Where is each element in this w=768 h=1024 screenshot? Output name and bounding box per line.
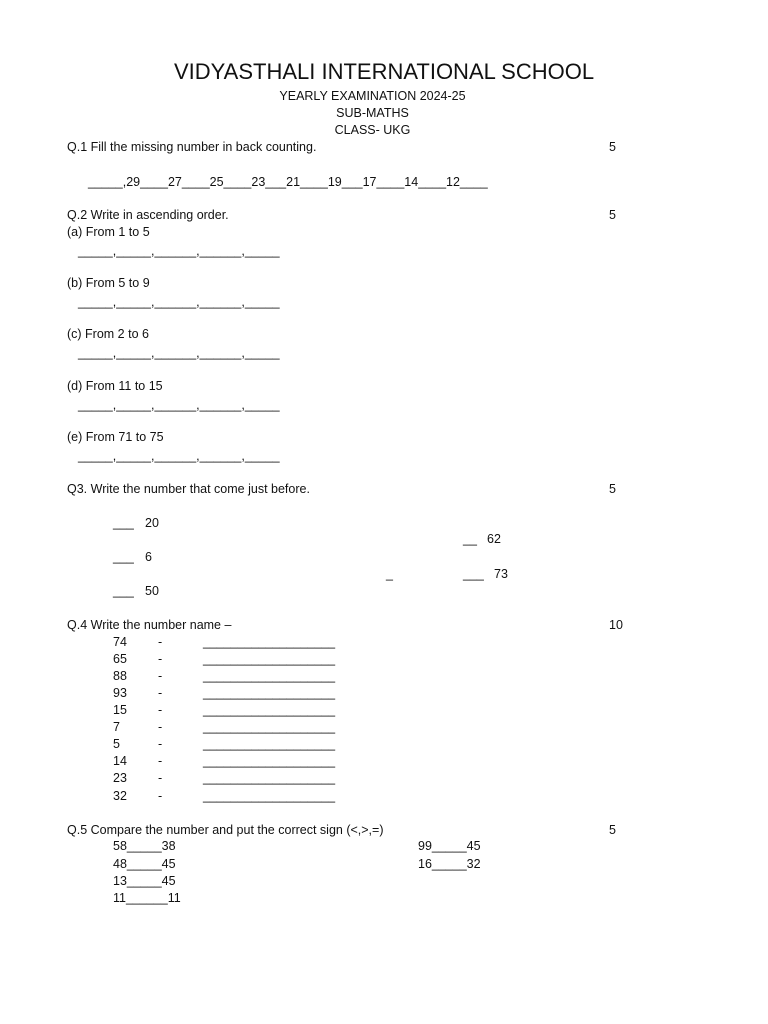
q4-dash: -: [158, 652, 163, 666]
q4-answer-line: ___________________: [203, 771, 336, 785]
q4-number: 88: [113, 669, 127, 683]
q2-answer-line: _____,_____,______,______,_____: [78, 449, 280, 463]
exam-title: YEARLY EXAMINATION 2024-25: [279, 89, 466, 103]
q4-dash: -: [158, 737, 163, 751]
q4-number: 15: [113, 703, 127, 717]
q3-stray-mark: _: [386, 567, 393, 581]
q5-compare-item: 11______11: [113, 891, 181, 905]
q4-answer-line: ___________________: [203, 669, 336, 683]
q3-number: 50: [145, 584, 159, 598]
class-label: CLASS- UKG: [334, 123, 411, 137]
q2-question: Q.2 Write in ascending order.: [67, 208, 229, 222]
q4-answer-line: ___________________: [203, 686, 336, 700]
q2-answer-line: _____,_____,______,______,_____: [78, 295, 280, 309]
q2-part-label: (e) From 71 to 75: [67, 430, 164, 444]
q3-question: Q3. Write the number that come just before.: [67, 482, 310, 496]
q5-compare-item: 16_____32: [418, 857, 481, 871]
q4-question: Q.4 Write the number name –: [67, 618, 232, 632]
q4-answer-line: ___________________: [203, 703, 336, 717]
q4-dash: -: [158, 635, 163, 649]
q2-answer-line: _____,_____,______,______,_____: [78, 346, 280, 360]
q2-part-label: (b) From 5 to 9: [67, 276, 150, 290]
q3-number: 73: [494, 567, 508, 581]
q4-dash: -: [158, 720, 163, 734]
q2-part-label: (a) From 1 to 5: [67, 225, 150, 239]
q3-blank: ___: [113, 550, 134, 564]
q4-dash: -: [158, 754, 163, 768]
q4-dash: -: [158, 771, 163, 785]
q5-compare-item: 58_____38: [113, 839, 176, 853]
q4-number: 74: [113, 635, 127, 649]
q3-number: 6: [145, 550, 152, 564]
q4-number: 93: [113, 686, 127, 700]
q4-number: 14: [113, 754, 127, 768]
q1-sequence: _____,29____27____25____23___21____19___17____14____12____: [88, 175, 488, 189]
q4-number: 32: [113, 789, 127, 803]
q4-answer-line: ___________________: [203, 652, 336, 666]
q2-answer-line: _____,_____,______,______,_____: [78, 244, 280, 258]
q4-number: 65: [113, 652, 127, 666]
q5-compare-item: 99_____45: [418, 839, 481, 853]
q3-blank: ___: [113, 516, 134, 530]
q4-answer-line: ___________________: [203, 737, 336, 751]
q3-blank: ___: [463, 567, 484, 581]
q4-number: 23: [113, 771, 127, 785]
subject-label: SUB-MATHS: [336, 106, 409, 120]
q4-answer-line: ___________________: [203, 635, 336, 649]
q5-question: Q.5 Compare the number and put the correct sign (<,>,=): [67, 823, 384, 837]
q4-answer-line: ___________________: [203, 789, 336, 803]
q1-marks: 5: [609, 140, 616, 154]
q3-marks: 5: [609, 482, 616, 496]
q5-marks: 5: [609, 823, 616, 837]
q2-marks: 5: [609, 208, 616, 222]
q1-question: Q.1 Fill the missing number in back counting.: [67, 140, 317, 154]
q2-answer-line: _____,_____,______,______,_____: [78, 398, 280, 412]
q4-marks: 10: [609, 618, 623, 632]
q5-compare-item: 48_____45: [113, 857, 176, 871]
q4-answer-line: ___________________: [203, 720, 336, 734]
q3-number: 20: [145, 516, 159, 530]
q2-part-label: (c) From 2 to 6: [67, 327, 149, 341]
q4-dash: -: [158, 703, 163, 717]
q4-number: 7: [113, 720, 120, 734]
q4-dash: -: [158, 789, 163, 803]
q4-number: 5: [113, 737, 120, 751]
school-name: VIDYASTHALI INTERNATIONAL SCHOOL: [173, 59, 595, 84]
q5-compare-item: 13_____45: [113, 874, 176, 888]
q3-number: 62: [487, 532, 501, 546]
q3-blank: __: [463, 532, 477, 546]
q4-dash: -: [158, 686, 163, 700]
q4-answer-line: ___________________: [203, 754, 336, 768]
q2-part-label: (d) From 11 to 15: [67, 379, 163, 393]
q3-blank: ___: [113, 584, 134, 598]
q4-dash: -: [158, 669, 163, 683]
